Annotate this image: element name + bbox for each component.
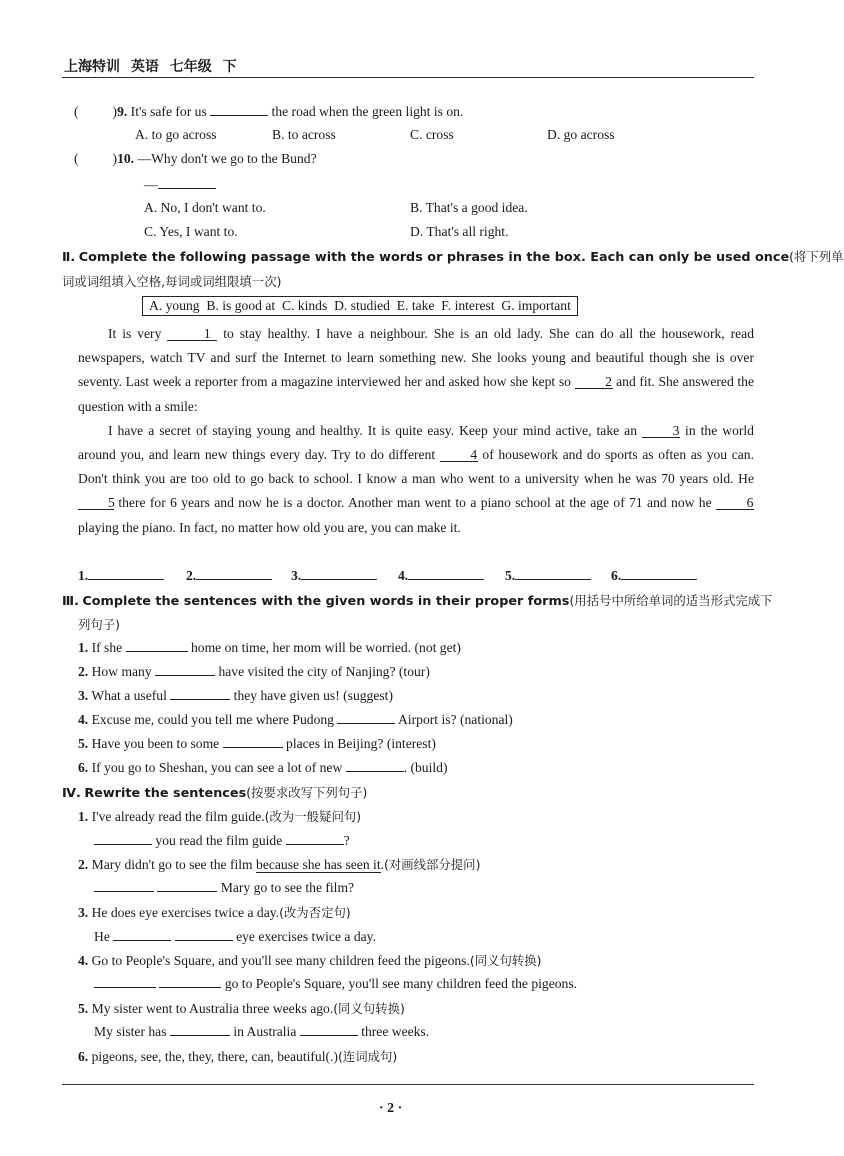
item-text: places in Beijing? (interest) bbox=[286, 736, 436, 751]
answer-label: 1. bbox=[78, 568, 89, 583]
section-title: Complete the sentences with the given words in their proper forms bbox=[82, 594, 570, 609]
answer-blank-1[interactable] bbox=[88, 567, 164, 580]
answer-blank-6[interactable] bbox=[621, 567, 697, 580]
passage-blank-1[interactable]: 1 bbox=[167, 328, 217, 341]
footer-rule bbox=[62, 1084, 754, 1085]
option-c: C. cross bbox=[410, 127, 454, 142]
item-text: My sister went to Australia three weeks ago. bbox=[91, 1001, 334, 1016]
passage-text: and fit. She answered the question with a smile: bbox=[78, 374, 754, 414]
answer-label: 2. bbox=[186, 568, 197, 583]
answer-blank[interactable] bbox=[170, 687, 230, 700]
sentence-item-6 bbox=[78, 759, 447, 776]
question-number: 10. bbox=[117, 151, 135, 166]
reply-line bbox=[144, 176, 216, 193]
answer-bracket-open: ( bbox=[74, 151, 79, 166]
section-numeral: Ⅱ. bbox=[62, 250, 76, 265]
rewrite-answer-5 bbox=[94, 1023, 429, 1040]
item-number: 6. bbox=[78, 760, 89, 775]
passage bbox=[78, 322, 754, 540]
rewrite-item-3 bbox=[78, 903, 351, 921]
answer-text: He bbox=[94, 929, 110, 944]
section-title-cn-cont: 词或词组填入空格,每词或词组限填一次) bbox=[62, 274, 282, 289]
item-text: Have you been to some bbox=[91, 736, 220, 751]
option-c: C. Yes, I want to. bbox=[144, 224, 238, 239]
answer-row-item bbox=[398, 567, 484, 584]
answer-bracket-open: ( bbox=[74, 104, 79, 119]
passage-blank-5[interactable]: 5 bbox=[78, 497, 114, 510]
passage-blank-6[interactable]: 6 bbox=[716, 497, 754, 510]
item-text: have visited the city of Nanjing? (tour) bbox=[218, 664, 430, 679]
item-text: I've already read the film guide. bbox=[91, 809, 265, 824]
item-number: 1. bbox=[78, 809, 89, 824]
section-title: Complete the following passage with the words or phrases in the box. Each can only be used once bbox=[78, 250, 790, 265]
item-text: What a useful bbox=[91, 688, 167, 703]
section-4-heading bbox=[62, 783, 367, 801]
section-title-cn-cont: 列句子) bbox=[78, 617, 121, 632]
answer-row-item bbox=[505, 567, 591, 584]
item-text: . (build) bbox=[403, 760, 448, 775]
word-option: A. young bbox=[149, 298, 200, 313]
passage-text: to stay healthy. I have a neighbour. She is an old lady. She can do all the housework, read newspapers, watch TV and surf the Internet to learn something new. She looks young and beautiful though she is over seventy. Last week a reporter from a magazine interviewed her and asked how she kept so bbox=[78, 326, 755, 390]
section-3-heading bbox=[62, 591, 773, 609]
answer-blank[interactable] bbox=[94, 975, 156, 988]
passage-text: in the world around you, and learn new things every day. Try to do different bbox=[78, 422, 754, 463]
item-number: 3. bbox=[78, 688, 89, 703]
passage-blank-4[interactable]: 4 bbox=[440, 449, 478, 462]
section-title-cn: (将下列单 bbox=[789, 249, 844, 264]
rewrite-answer-4 bbox=[94, 975, 577, 992]
answer-label: 6. bbox=[611, 568, 622, 583]
item-instruction: (同义句转换) bbox=[469, 953, 542, 968]
item-text: home on time, her mom will be worried. (not get) bbox=[191, 640, 461, 655]
answer-blank-4[interactable] bbox=[408, 567, 484, 580]
word-option: E. take bbox=[396, 298, 435, 313]
answer-blank[interactable] bbox=[158, 176, 216, 189]
question-text: the road when the green light is on. bbox=[271, 104, 464, 119]
underlined-phrase: because she has seen it bbox=[256, 857, 381, 872]
item-text: Go to People's Square, and you'll see many children feed the pigeons. bbox=[91, 953, 470, 968]
passage-blank-3[interactable]: 3 bbox=[642, 425, 680, 438]
item-number: 2. bbox=[78, 664, 89, 679]
section-numeral: Ⅳ. bbox=[62, 786, 81, 801]
answer-text: ? bbox=[343, 833, 350, 848]
item-text: Airport is? (national) bbox=[398, 712, 513, 727]
answer-blank[interactable] bbox=[210, 103, 268, 116]
item-text: How many bbox=[91, 664, 152, 679]
answer-label: 3. bbox=[291, 568, 302, 583]
item-text: pigeons, see, the, they, there, can, beautiful(.) bbox=[91, 1049, 338, 1064]
answer-row-item bbox=[186, 567, 272, 584]
answer-blank[interactable] bbox=[157, 879, 217, 892]
rewrite-item-5 bbox=[78, 999, 405, 1017]
word-option: F. interest bbox=[441, 298, 495, 313]
section-title-cn: (按要求改写下列句子) bbox=[246, 785, 368, 800]
item-number: 6. bbox=[78, 1049, 89, 1064]
mc-question-10 bbox=[74, 151, 317, 167]
word-box bbox=[142, 296, 578, 316]
sentence-item-5 bbox=[78, 735, 436, 752]
item-instruction: (同义句转换) bbox=[333, 1001, 405, 1016]
option-a: A. No, I don't want to. bbox=[144, 200, 266, 215]
answer-blank[interactable] bbox=[94, 832, 152, 845]
item-text: He does eye exercises twice a day. bbox=[91, 905, 280, 920]
option-b: B. to across bbox=[272, 127, 336, 142]
item-number: 1. bbox=[78, 640, 89, 655]
sentence-item-4 bbox=[78, 711, 513, 728]
rewrite-answer-1 bbox=[94, 832, 350, 849]
page-number: · 2 · bbox=[379, 1101, 403, 1116]
answer-blank[interactable] bbox=[155, 663, 215, 676]
answer-blank[interactable] bbox=[337, 711, 395, 724]
passage-paragraph-2 bbox=[78, 419, 754, 540]
section-title: Rewrite the sentences bbox=[84, 786, 247, 801]
answer-row bbox=[78, 567, 164, 584]
answer-text: you read the film guide bbox=[155, 833, 283, 848]
answer-blank[interactable] bbox=[300, 1023, 358, 1036]
answer-blank[interactable] bbox=[113, 928, 171, 941]
sentence-item-1 bbox=[78, 639, 461, 656]
header-term: 下 bbox=[222, 59, 237, 75]
item-text: . bbox=[380, 857, 384, 872]
header-grade: 七年级 bbox=[169, 59, 212, 75]
rewrite-item-4 bbox=[78, 951, 542, 969]
page-header bbox=[64, 56, 243, 76]
item-number: 2. bbox=[78, 857, 89, 872]
item-text: they have given us! (suggest) bbox=[233, 688, 393, 703]
word-option: G. important bbox=[501, 298, 571, 313]
answer-blank[interactable] bbox=[170, 1023, 230, 1036]
answer-blank[interactable] bbox=[223, 735, 283, 748]
option-d: D. go across bbox=[547, 127, 615, 142]
answer-blank-5[interactable] bbox=[515, 567, 591, 580]
answer-bracket-close: ) bbox=[112, 104, 118, 119]
item-instruction: (改为一般疑问句) bbox=[264, 809, 362, 824]
passage-text: playing the piano. In fact, no matter how old you are, you can make it. bbox=[78, 519, 461, 535]
item-text: If you go to Sheshan, you can see a lot of new bbox=[91, 760, 343, 775]
option-d: D. That's all right. bbox=[410, 224, 509, 239]
item-number: 4. bbox=[78, 712, 89, 727]
answer-label: 5. bbox=[505, 568, 516, 583]
answer-blank[interactable] bbox=[346, 759, 404, 772]
question-text: —Why don't we go to the Bund? bbox=[137, 151, 317, 166]
mc-question-9 bbox=[74, 103, 463, 120]
answer-blank-3[interactable] bbox=[301, 567, 377, 580]
item-text: Excuse me, could you tell me where Pudong bbox=[91, 712, 334, 727]
passage-text: I have a secret of staying young and healthy. It is quite easy. Keep your mind active, take an bbox=[108, 422, 638, 438]
dash: — bbox=[144, 177, 158, 192]
question-text: It's safe for us bbox=[130, 104, 207, 119]
rewrite-answer-2 bbox=[94, 879, 354, 896]
header-subject: 英语 bbox=[130, 59, 159, 75]
rewrite-item-6 bbox=[78, 1047, 397, 1065]
answer-text: in Australia bbox=[233, 1024, 297, 1039]
rewrite-item-1 bbox=[78, 807, 361, 825]
answer-blank[interactable] bbox=[175, 928, 233, 941]
answer-text: My sister has bbox=[94, 1024, 167, 1039]
passage-blank-2[interactable]: 2 bbox=[575, 376, 613, 389]
answer-text: Mary go to see the film? bbox=[220, 880, 355, 895]
answer-bracket-close: ) bbox=[112, 151, 118, 166]
answer-text: three weeks. bbox=[361, 1024, 430, 1039]
section-2-heading bbox=[62, 247, 844, 265]
answer-label: 4. bbox=[398, 568, 409, 583]
option-a: A. to go across bbox=[135, 127, 217, 142]
answer-text: go to People's Square, you'll see many children feed the pigeons. bbox=[224, 976, 578, 991]
answer-blank[interactable] bbox=[94, 879, 154, 892]
answer-blank[interactable] bbox=[159, 975, 221, 988]
item-instruction: (对画线部分提问) bbox=[384, 857, 481, 872]
option-b: B. That's a good idea. bbox=[410, 200, 528, 215]
item-text: Mary didn't go to see the film bbox=[91, 857, 253, 872]
item-instruction: (改为否定句) bbox=[279, 905, 351, 920]
question-number: 9. bbox=[117, 104, 128, 119]
word-option: B. is good at bbox=[206, 298, 276, 313]
answer-blank[interactable] bbox=[286, 832, 344, 845]
item-text: If she bbox=[91, 640, 123, 655]
header-rule bbox=[62, 77, 754, 78]
passage-text: there for 6 years and now he is a doctor. Another man went to a piano school at the age of 71 and now he bbox=[118, 495, 712, 511]
passage-text: of housework and do sports as often as you can. Don't think you are too old to go back to school. I know a man who went to a university when he was 70 years old. He bbox=[78, 447, 755, 487]
sentence-item-3 bbox=[78, 687, 393, 704]
rewrite-answer-3 bbox=[94, 928, 376, 945]
answer-row-item bbox=[291, 567, 377, 584]
answer-row-item bbox=[611, 567, 697, 584]
item-number: 4. bbox=[78, 953, 89, 968]
answer-text: eye exercises twice a day. bbox=[236, 929, 376, 944]
sentence-item-2 bbox=[78, 663, 430, 680]
word-option: C. kinds bbox=[281, 298, 328, 313]
item-number: 5. bbox=[78, 736, 89, 751]
section-title-cn: (用括号中所给单词的适当形式完成下 bbox=[569, 593, 773, 608]
passage-text: It is very bbox=[108, 326, 162, 341]
answer-blank-2[interactable] bbox=[196, 567, 272, 580]
rewrite-item-2 bbox=[78, 855, 480, 873]
word-option: D. studied bbox=[334, 298, 390, 313]
section-numeral: Ⅲ. bbox=[62, 594, 79, 609]
passage-paragraph-1 bbox=[78, 322, 754, 419]
item-number: 3. bbox=[78, 905, 89, 920]
item-instruction: (连词成句) bbox=[337, 1049, 398, 1064]
item-number: 5. bbox=[78, 1001, 89, 1016]
header-city: 上海特训 bbox=[64, 59, 120, 75]
answer-blank[interactable] bbox=[126, 639, 188, 652]
